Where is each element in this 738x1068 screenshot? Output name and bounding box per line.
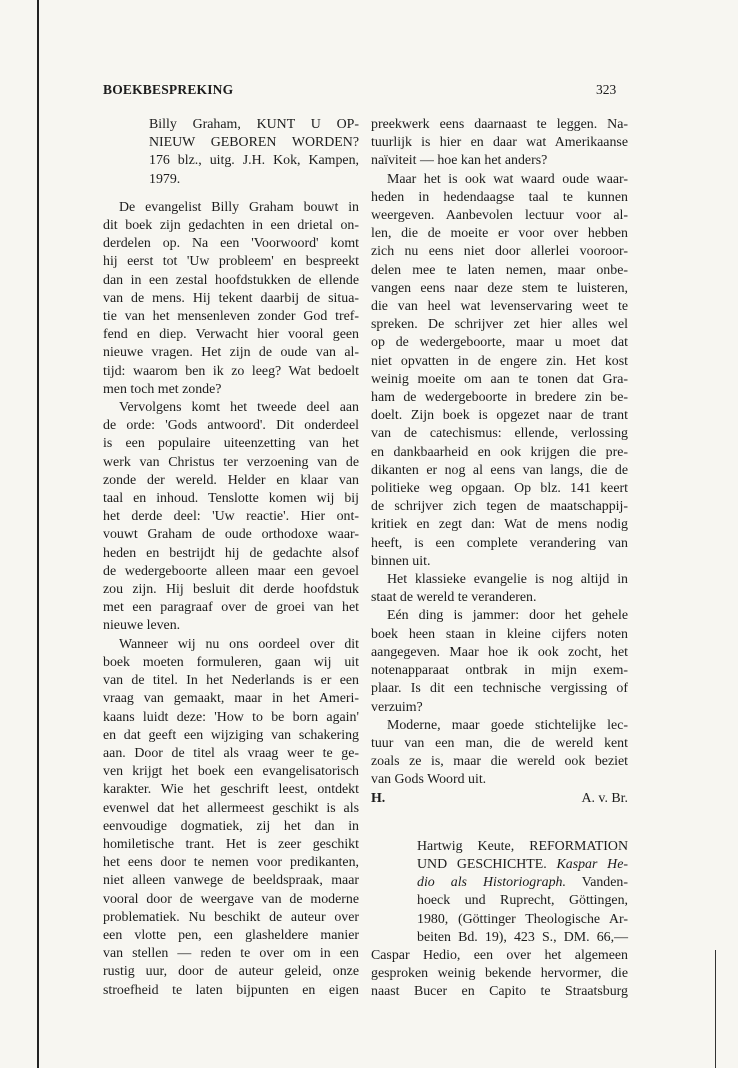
review-heading-line: 1980, (Göttinger Theologische Ar- [417,911,628,927]
text-line: De evangelist Billy Graham bouwt in [119,199,359,215]
heading-subtitle-cont: dio als Historiograph. [417,875,566,891]
text-line: van de catechismus: ellende, verlossing [371,426,628,442]
text-line: karakter. Wie het geschrift leest, ontdekt [103,782,359,798]
text-line: de wedergeboorte alleen maar een gevoel [103,563,359,579]
review-heading-line: beiten Bd. 19), 423 S., DM. 66,— [417,929,628,945]
text-line: doelt. Zijn boek is opgezet naar de trant [371,408,628,424]
text-line: nieuwe vragen. Het zijn de oude van al- [103,345,359,361]
text-line: werk van Christus ter verzoening van de [103,454,359,470]
text-line: rustig uur, door de auteur geleid, onze [103,964,359,980]
page-number: 323 [596,82,617,97]
text-line: Het klassieke evangelie is nog altijd in [387,572,628,588]
text-line: kritiek en zegt dan: Wat de mens nodig [371,517,628,533]
signature-reviewer: A. v. Br. [581,790,628,806]
text-line: vouwt Graham de oude orthodoxe waar- [103,527,359,543]
review-heading-line: 1979. [149,171,181,187]
text-line: verzuim? [371,699,423,715]
text-line: niet alleen vanwege de beeldspraak, maar [103,873,359,889]
review-heading-line: hoeck und Ruprecht, Göttingen, [417,893,628,909]
paragraph [371,171,628,571]
paragraph [371,571,628,607]
text-line: dit boek zijn gedachten in een drietal on- [103,218,359,234]
text-line: op de wedergeboorte, maar u moet dat [371,335,628,351]
text-line: dan in een zestal hoofdstukken de ellende [103,272,359,288]
text-line: spreken. De schrijver zet hier alles wel [371,317,628,333]
text-line: weergeven. Aanbevolen lectuur voor al- [371,208,628,224]
text-line: het eens door te nemen voor predikanten, [103,855,359,871]
text-line: eenvoudige dogmatiek, zij het dan in [103,818,359,834]
text-line: dikanten er nog al eens van langs, die de [371,462,628,478]
text-line: naïviteit — hoe kan het anders? [371,153,548,169]
heading-subtitle: Kaspar He- [556,856,628,872]
text-line: fend en diep. Verwacht hier vooral geen [103,327,359,343]
heading-title-cont: UND GESCHICHTE. [417,856,557,872]
text-line: van de titel. In het Nederlands is er een [103,673,359,689]
text-line: het derde deel: 'Uw reactie'. Hier ont- [103,509,359,525]
right-column [371,116,628,1002]
review-heading-line: NIEUW GEBOREN WORDEN? [149,135,359,151]
text-line: en dankbaarheid en ook krijgen die pre- [371,444,628,460]
text-line: de orde: 'Gods antwoord'. Dit onderdeel [103,418,359,434]
paragraph [371,607,628,716]
text-line: tuurlijk is hier en daar wat Amerikaanse [371,135,628,151]
text-line: derdelen op. Na een 'Voorwoord' komt [103,236,359,252]
text-line: vooral door de weergave van de moderne [103,891,359,907]
text-line: heden en bestrijdt hij de gedachte alsof [103,545,359,561]
text-line: van Gods Woord uit. [371,772,487,788]
text-line: boek moeten formuleren, gaan wij uit [103,654,359,670]
heading-publisher: Vanden- [565,875,628,891]
text-line: een vlotte pen, een glasheldere manier [103,927,359,943]
paragraph [371,116,628,171]
text-line: hij eerst tot 'Uw probleem' en bespreekt [103,254,359,270]
text-line: zou zijn. Hij besluit dit derde hoofdstuk [103,582,359,598]
text-line: en dat geeft een wijziging van schakering [103,727,359,743]
review-heading-line: Billy Graham, KUNT U OP- [149,117,359,132]
text-line: nieuwe leven. [103,618,181,634]
text-line: politieke weg opgaan. Op blz. 141 keert [371,481,628,497]
review-heading-line [417,874,628,892]
text-line: heden in hedendaagse taal te kunnen [371,189,628,205]
review-heading-line: 176 blz., uitg. J.H. Kok, Kampen, [149,153,359,169]
text-line: preekwerk eens daarnaast te leggen. Na- [371,117,628,132]
running-head: BOEKBESPREKING [103,82,234,97]
paragraph [103,199,359,399]
text-line: van stellen — reden te over om in een [103,946,359,962]
text-line: zonde der wereld. Helder en klaar van [103,472,359,488]
text-line: boek heen staan in kleine cijfers noten [371,626,628,642]
text-line: tie van het mensenleven zonder God tref- [103,309,359,325]
heading-author: Hartwig Keute, [417,838,530,854]
text-line: plaar. Is dit een technische vergissing of [371,681,628,697]
text-line: ven krijgt het boek een evangelisatorisch [103,764,359,780]
text-line: Caspar Hedio, een over het algemeen [371,947,628,963]
text-line: heeft, is een complete verandering van [371,535,628,551]
text-line: weinig moeite om aan te tonen dat Gra- [371,371,628,387]
text-line: stroefheid te laten bijpunten en eigen [103,982,359,998]
text-line: tuur van een man, die de wereld kent [371,735,628,751]
signature-initial: H. [371,790,386,806]
text-line: zoals ze is, maar die wereld ook beziet [371,754,628,770]
text-line: Maar het is ook wat waard oude waar- [387,171,628,187]
text-line: ham de wedergeboorte in bredere zin be- [371,390,628,406]
text-line: gesproken weinig bekende hervormer, die [371,966,628,982]
text-line: is een populaire uiteenzetting van het [103,436,359,452]
text-line: taal en inhoud. Tenslotte komen wij bij [103,491,359,507]
page-edge-right [715,950,716,1068]
paragraph [371,717,628,790]
paragraph [371,947,628,1002]
text-line: staat de wereld te veranderen. [371,590,537,606]
review-heading-2 [371,838,628,947]
text-line: van de mens. Hij tekent daarbij de situa- [103,290,359,306]
text-line: evenwel dat het allermeest geschikt is als [103,800,359,816]
page-edge-left [37,0,39,1068]
text-line: vraag van gemaakt, maar in het Ameri- [103,691,359,707]
text-line: Wanneer wij nu ons oordeel over dit [119,636,359,652]
text-line: homiletische trant. Het is zeer geschikt [103,836,359,852]
text-line: niet opvatten in de engere zin. Het kost [371,353,628,369]
paragraph [103,636,359,1000]
text-line: Eén ding is jammer: door het gehele [387,608,628,624]
text-line: naast Bucer en Capito te Straatsburg [371,984,628,1000]
text-line: problematiek. Nu beschikt de auteur over [103,909,359,925]
text-line: aangegeven. Maar hoe ik ook zocht, het [371,644,628,660]
text-line: Moderne, maar goede stichtelijke lec- [387,717,628,733]
text-line: met een paragraaf over de groei van het [103,600,359,616]
heading-title: REFORMATION [529,838,628,854]
review-heading [103,116,359,189]
text-line: de schrijver zich tegen de maatschappij- [371,499,628,515]
text-line: Vervolgens komt het tweede deel aan [119,400,359,416]
left-column [103,116,359,1000]
paragraph [103,399,359,636]
text-line: kaans luidt deze: 'How to be born again' [103,709,359,725]
review-heading-line [417,838,628,856]
text-line: aan. Door de titel als vraag weer te ge- [103,745,359,761]
text-line: vangen eens naar deze stem te luisteren, [371,280,628,296]
text-line: delen mee te laten nemen, maar onbe- [371,262,628,278]
text-line: tijd: waarom ben ik zo leeg? Wat bedoelt [103,363,359,379]
text-line: notenapparaat ontbrak in mijn exem- [371,663,628,679]
text-line: len, die de moeite er voor over hebben [371,226,628,242]
text-line: binnen uit. [371,553,431,569]
text-line: die van heel wat levenservaring weet te [371,299,628,315]
text-line: men toch met zonde? [103,381,222,397]
review-heading-line [417,856,628,874]
reviewer-signature [371,790,628,808]
text-line: zich nu eens niet door allerlei vooroor- [371,244,628,260]
